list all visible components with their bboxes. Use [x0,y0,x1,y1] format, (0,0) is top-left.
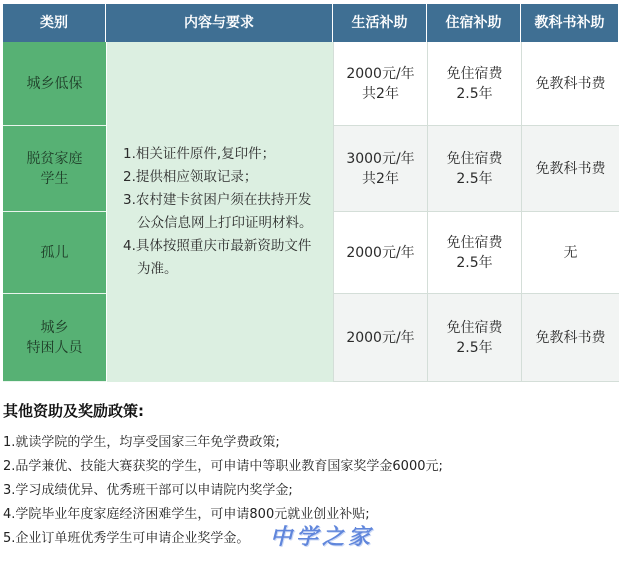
watermark-logo: 中学之家 [270,524,375,550]
content-line: 3.农村建卡贫困户须在扶持开发 [123,192,312,208]
policy-item: 5.企业订单班优秀学生可申请企业奖学金。 [3,531,250,546]
subsidy-table [3,4,619,382]
textbook-cell: 免教科书费 [521,42,619,126]
lodging-cell: 免住宿费 2.5年 [427,42,521,126]
policies-title: 其他资助及奖励政策: [3,402,144,420]
lodging-cell: 免住宿费 2.5年 [427,212,521,294]
living-cell: 2000元/年 [333,294,427,382]
content-line: 1.相关证件原件,复印件； [123,146,276,162]
content-requirements [106,42,333,382]
living-cell: 2000元/年 共2年 [333,42,427,126]
lodging-cell: 免住宿费 2.5年 [427,294,521,382]
textbook-cell: 免教科书费 [521,126,619,212]
content-line: 2.提供相应领取记录； [123,169,258,185]
textbook-cell: 无 [521,212,619,294]
policy-item: 2.品学兼优、技能大赛获奖的学生，可申请中等职业教育国家奖学金6000元; [3,459,443,474]
living-cell: 3000元/年 共2年 [333,126,427,212]
category-cell: 城乡 特困人员 [3,294,106,382]
textbook-cell: 免教科书费 [521,294,619,382]
header-content: 内容与要求 [106,4,333,42]
policy-item: 1.就读学院的学生，均享受国家三年免学费政策; [3,435,280,450]
content-line: 为准。 [137,261,178,277]
content-line: 4.具体按照重庆市最新资助文件 [123,238,312,254]
policy-item: 4.学院毕业年度家庭经济困难学生，可申请800元就业创业补贴; [3,507,370,522]
category-cell: 城乡低保 [3,42,106,126]
header-category: 类别 [3,4,106,42]
header-textbook: 教科书补助 [521,4,619,42]
header-lodging: 住宿补助 [427,4,521,42]
lodging-cell: 免住宿费 2.5年 [427,126,521,212]
content-line: 公众信息网上打印证明材料。 [137,215,313,231]
category-cell: 孤儿 [3,212,106,294]
category-cell: 脱贫家庭 学生 [3,126,106,212]
header-living: 生活补助 [333,4,427,42]
policy-item: 3.学习成绩优异、优秀班干部可以申请院内奖学金; [3,483,293,498]
living-cell: 2000元/年 [333,212,427,294]
